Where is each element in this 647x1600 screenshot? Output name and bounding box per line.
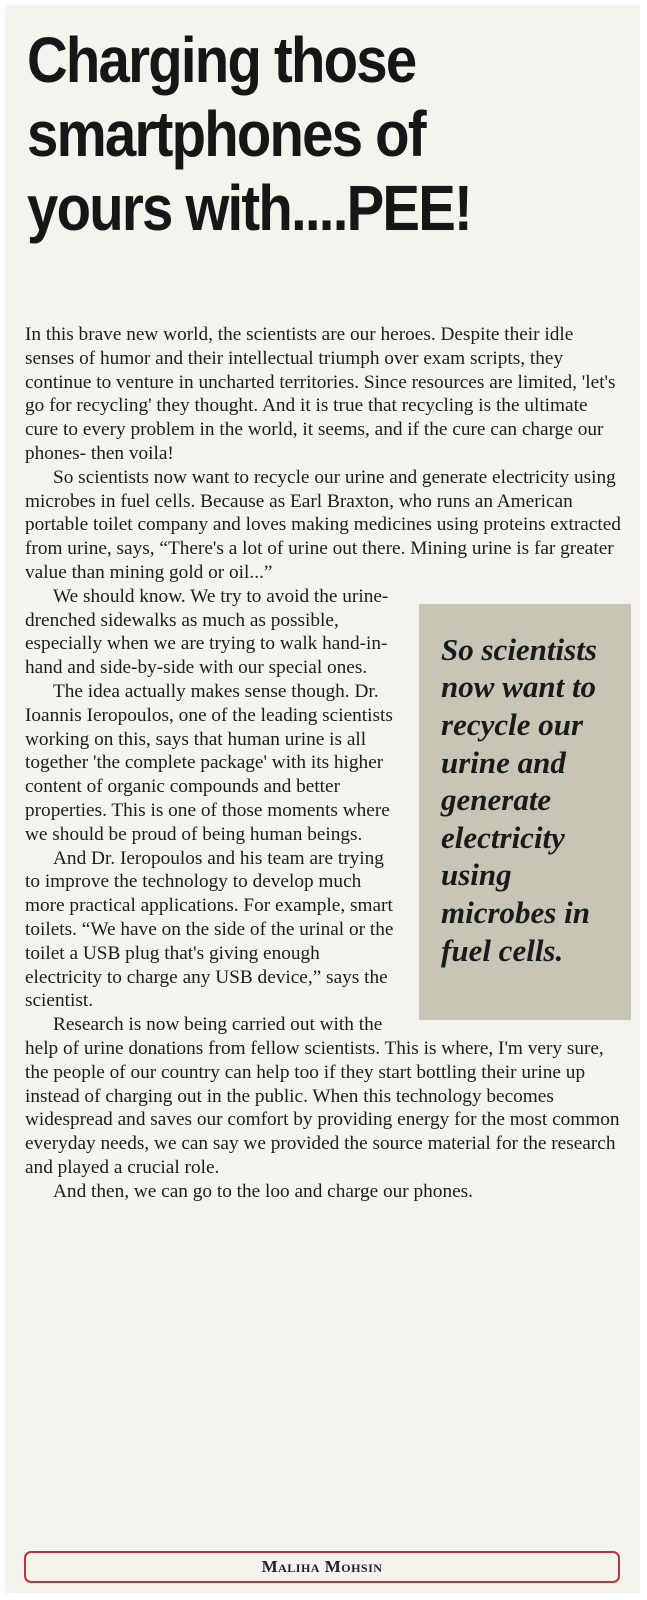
paragraph-3: We should know. We try to avoid the urine-drenched sidewalks as much as possible, especially when we are trying to walk hand-in-hand and side-by-side with our special ones. xyxy=(25,585,389,679)
newspaper-clipping xyxy=(5,5,640,1593)
paragraph-7: And then, we can go to the loo and charge our phones. xyxy=(53,1180,473,1202)
author-byline: Maliha Mohsin xyxy=(24,1551,620,1583)
pull-quote: So scientists now want to recycle our urine and generate electricity using microbes in fuel cells. xyxy=(419,604,631,1020)
paragraph-5: And Dr. Ieropoulos and his team are trying to improve the technology to develop much more practical applications. For example, smart toilets. “We have on the side of the urinal or the toilet a USB plug that's giving enough electricity to charge any USB device,” says the scientist. xyxy=(25,847,394,1012)
article-body xyxy=(25,323,623,1203)
headline: Charging those smartphones of yours with....PEE! xyxy=(27,24,471,244)
paragraph-1: In this brave new world, the scientists are our heroes. Despite their idle senses of humor and their intellectual triumph over exam scripts, they continue to venture in uncharted territories. Since resources are limited, 'let's go for recycling' they thought. And it is true that recycling is the ultimate cure to every problem in the world, it seems, and if the cure can charge our phones- then voila! xyxy=(25,324,616,464)
paragraph-2: So scientists now want to recycle our urine and generate electricity using microbes in fuel cells. Because as Earl Braxton, who runs an American portable toilet company and loves making medicines using proteins extracted from urine, says, “There's a lot of urine out there. Mining urine is far greater value than mining gold or oil...” xyxy=(25,466,621,583)
paragraph-4: The idea actually makes sense though. Dr. Ioannis Ieropoulos, one of the leading scientists working on this, says that human urine is all together 'the complete package' with its higher content of organic compounds and better properties. This is one of those moments where we should be proud of being human beings. xyxy=(25,680,393,845)
paragraph-6: Research is now being carried out with the help of urine donations from fellow scientists. This is where, I'm very sure, the people of our country can help too if they start bottling their urine up instead of charging out in the public. When this technology becomes widespread and saves our comfort by providing energy for the most common everyday needs, we can say we provided the source material for the research and played a crucial role. xyxy=(25,1014,620,1178)
